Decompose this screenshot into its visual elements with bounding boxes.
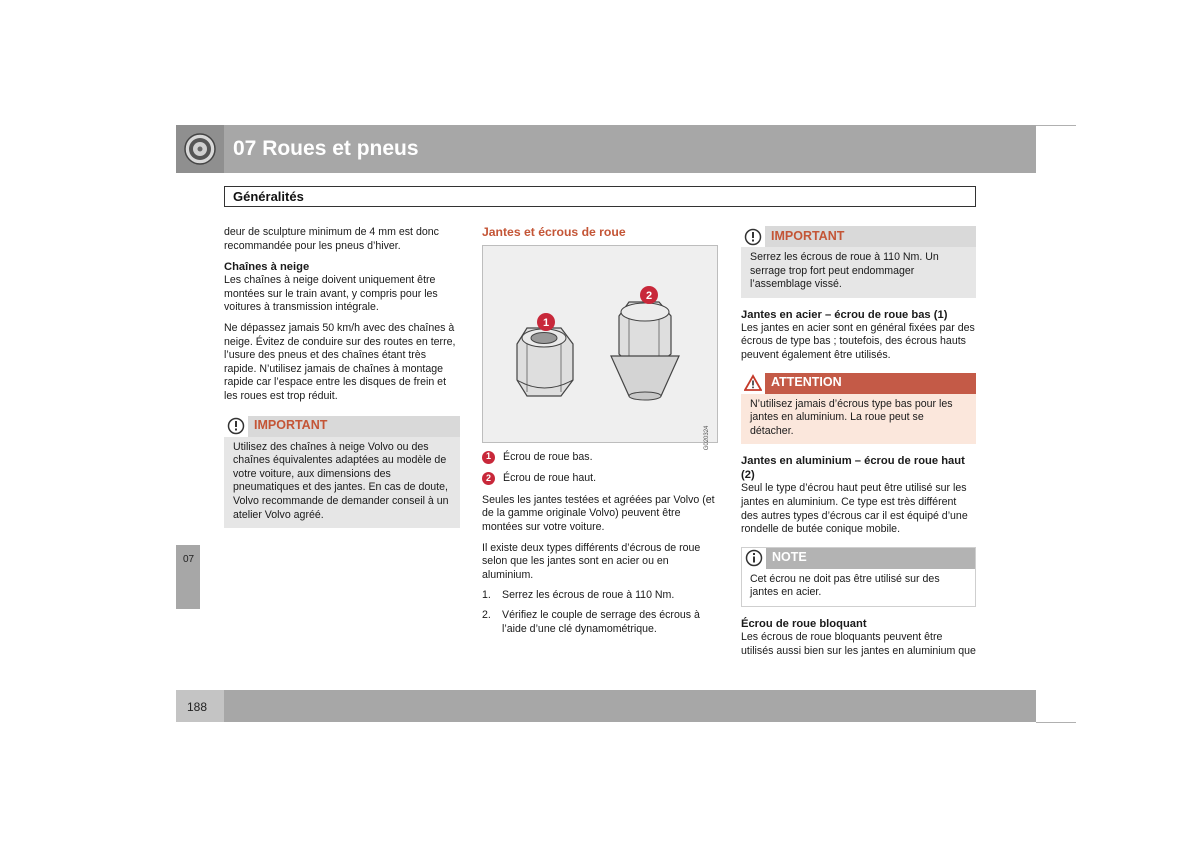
chains-heading: Chaînes à neige (224, 261, 310, 274)
important-label: IMPORTANT (254, 418, 328, 433)
important-box-chains (224, 416, 460, 529)
attention-label: ATTENTION (771, 375, 842, 390)
approved-rims-paragraph: Seules les jantes testées et agréées par Volvo (et de la gamme originale Volvo) peuvent être montées sur votre voiture. (482, 493, 715, 533)
figure-code: G020324 (704, 425, 711, 451)
legend-badge-1: 1 (482, 451, 495, 464)
alu-rims-heading: Jantes en aluminium – écrou de roue haut (2) (741, 455, 965, 482)
attention-box (741, 373, 976, 445)
side-chapter-tab-label: 07 (183, 554, 195, 565)
chains-paragraph-2: Ne dépassez jamais 50 km/h avec des chaînes à neige. Évitez de conduire sur des routes en terre, l’usure des pneus et des chaînes étant très rapide. N’utilisez jamais de chaînes à montage rapide car l’espace entre les disques de frein et les roues est trop réduit. (224, 321, 456, 402)
warning-triangle-icon (741, 373, 765, 394)
exclamation-icon (224, 416, 248, 437)
top-rule (1036, 125, 1076, 126)
legend-badge-2: 2 (482, 472, 495, 485)
bottom-rule (1036, 722, 1076, 723)
footer-bar (224, 690, 1036, 722)
steps-list (482, 589, 718, 636)
chapter-title: 07 Roues et pneus (233, 137, 419, 160)
low-nut-drawing (517, 328, 573, 396)
section-title: Généralités (233, 189, 304, 204)
note-label: NOTE (772, 550, 807, 565)
callout-1 (537, 313, 555, 331)
step-item: 2. Vérifiez le couple de serrage des écrous à l’aide d’une clé dynamométrique. (482, 608, 700, 635)
exclamation-icon (741, 226, 765, 247)
locking-nut-heading: Écrou de roue bloquant (741, 617, 867, 630)
column-2 (482, 226, 718, 642)
steel-rims-text: Les jantes en acier sont en général fixées par des écrous de type bas ; toutefois, des écrous hauts peuvent également être utilisés. (741, 321, 975, 361)
important-text: Serrez les écrous de roue à 110 Nm. Un serrage trop fort peut endommager l’assemblage vissé. (750, 251, 939, 291)
column-1 (224, 226, 460, 538)
important-header (224, 416, 460, 437)
intro-paragraph: deur de sculpture minimum de 4 mm est donc recommandée pour les pneus d’hiver. (224, 226, 439, 252)
nut-types-paragraph: Il existe deux types différents d’écrous de roue selon que les jantes sont en acier ou en aluminium. (482, 541, 701, 581)
callout-1-label: 1 (542, 316, 550, 329)
high-nut-drawing (611, 302, 679, 400)
important-box-torque (741, 226, 976, 298)
legend-text-2: Écrou de roue haut. (503, 472, 597, 485)
steel-rims-heading: Jantes en acier – écrou de roue bas (1) (741, 308, 948, 321)
page-number: 188 (187, 700, 208, 714)
important-text: Utilisez des chaînes à neige Volvo ou des chaînes équivalentes adaptées au modèle de votre voiture, aux dimensions des pneumatiques et des jantes. En cas de doute, Volvo recommande de demander conseil à un atelier Volvo agréé. (233, 440, 449, 521)
note-text: Cet écrou ne doit pas être utilisé sur des jantes en acier. (750, 572, 940, 599)
step-item: 1. Serrez les écrous de roue à 110 Nm. (482, 589, 675, 602)
important-header (741, 226, 976, 247)
legend-item-1 (482, 451, 718, 465)
note-box (741, 547, 976, 607)
callout-2-label: 2 (645, 289, 653, 302)
important-label: IMPORTANT (771, 228, 845, 243)
column-3 (741, 226, 976, 665)
locking-nut-text: Les écrous de roue bloquants peuvent être utilisés aussi bien sur les jantes en aluminium que (741, 630, 976, 657)
callout-2 (640, 286, 658, 304)
section-box (224, 186, 976, 207)
attention-header (741, 373, 976, 394)
alu-rims-text: Seul le type d’écrou haut peut être utilisé sur les jantes en aluminium. Ce type est très différent des autres types d’écrous car il est équipé d’une rondelle de butée conique mobile. (741, 482, 968, 536)
legend-item-2 (482, 472, 718, 486)
legend-text-1: Écrou de roue bas. (503, 450, 593, 463)
info-icon (742, 548, 766, 569)
chains-paragraph-1: Les chaînes à neige doivent uniquement être montées sur le train avant, y compris pour les voitures à transmission intégrale. (224, 274, 438, 314)
chapter-icon-box (176, 125, 224, 173)
wheel-nuts-illustration (483, 246, 717, 442)
note-header (742, 548, 975, 569)
tire-icon (176, 125, 224, 173)
rims-nuts-heading: Jantes et écrous de roue (482, 225, 626, 239)
wheel-nuts-figure (482, 245, 718, 451)
attention-text: N’utilisez jamais d’écrous type bas pour les jantes en aluminium. La roue peut se détacher. (750, 397, 953, 437)
